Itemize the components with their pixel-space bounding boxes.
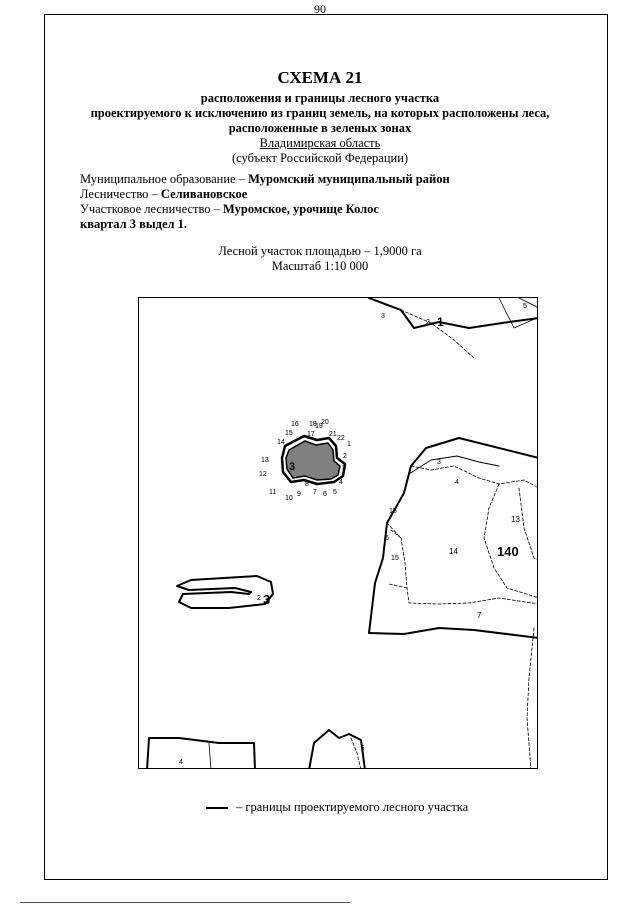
forest-thin-bottom-left <box>209 743 211 769</box>
point-label: 12 <box>259 471 267 478</box>
point-label: 3 <box>342 465 346 472</box>
forest-boundary-right-2 <box>409 456 499 474</box>
point-label: 5 <box>333 489 337 496</box>
point-label: 7 <box>313 489 317 496</box>
area-label: 15 <box>389 508 397 515</box>
subtitle-line: проектируемого к исключению из границ земель, на которых расположены леса, <box>90 106 550 120</box>
schema-subtitle <box>40 91 600 136</box>
contour-hairpin <box>177 576 273 608</box>
point-label: 11 <box>269 489 277 496</box>
forest-boundary-bottom-left <box>147 738 255 769</box>
area-label: 4 <box>455 479 459 486</box>
point-label: 8 <box>305 481 309 488</box>
footer-rule <box>20 902 350 903</box>
point-label: 13 <box>261 457 269 464</box>
point-label: 1 <box>347 441 351 448</box>
info-district: Участковое лесничество – Муромское, урочище Колос <box>80 202 379 216</box>
point-label: 21 <box>329 431 337 438</box>
scale-text: Масштаб 1:10 000 <box>271 259 369 273</box>
forest-dashed-2 <box>387 523 538 604</box>
area-label: 7 <box>477 611 482 620</box>
forest-boundary-bottom-mid <box>309 730 365 769</box>
point-label: 9 <box>297 491 301 498</box>
area-label: 4 <box>179 759 183 766</box>
area-label: 2 <box>426 319 430 326</box>
point-label: 6 <box>323 491 327 498</box>
area-label: 2 <box>257 595 261 602</box>
area-label: 3 <box>437 459 441 466</box>
page-number: 90 <box>314 2 326 16</box>
area-label: 3 <box>263 592 271 607</box>
map-svg <box>139 298 538 769</box>
area-label: 13 <box>511 515 520 524</box>
point-label: 14 <box>277 439 285 446</box>
area-label: 5 <box>361 746 365 752</box>
legend-line-symbol <box>206 807 228 809</box>
point-label: 19 <box>315 423 323 430</box>
parcel-label: 3 <box>289 461 296 473</box>
region-name: Владимирская область <box>259 136 381 150</box>
forest-boundary-right <box>369 438 538 638</box>
region-caption: (субъект Российской Федерации) <box>231 151 409 165</box>
forest-boundary-top <box>369 298 538 328</box>
legend-text: – границы проектируемого лесного участка <box>236 800 469 814</box>
point-label: 20 <box>321 419 329 426</box>
forest-dashed-4 <box>519 488 538 560</box>
road-right <box>527 628 534 769</box>
area-label: 6 <box>385 535 389 542</box>
area-text: Лесной участок площадью – 1,9000 га <box>218 244 422 258</box>
point-label: 18 <box>309 421 317 428</box>
point-label: 16 <box>291 421 299 428</box>
point-label: 2 <box>343 453 347 460</box>
info-forestry: Лесничество – Селивановское <box>80 187 248 201</box>
area-label: 1 <box>437 315 444 329</box>
point-label: 17 <box>307 431 315 438</box>
schema-title: СХЕМА 21 <box>277 68 363 87</box>
area-label: 140 <box>497 544 519 559</box>
info-block: квартал 3 выдел 1. <box>80 217 188 231</box>
forest-dashed-bottom-mid <box>351 738 361 769</box>
map-frame <box>138 297 538 769</box>
point-label: 15 <box>285 430 293 437</box>
area-label: 15 <box>391 555 399 562</box>
area-label: 5 <box>523 303 527 310</box>
subtitle-line: расположения и границы лесного участка <box>200 91 440 105</box>
map-legend <box>206 800 468 815</box>
point-label: 4 <box>339 479 343 486</box>
area-label: 3 <box>381 313 385 320</box>
subtitle-line: расположенные в зеленых зонах <box>228 121 412 135</box>
area-label: 14 <box>449 547 458 556</box>
point-label: 10 <box>285 495 293 502</box>
forest-dashed-1 <box>411 466 538 488</box>
info-municipal: Муниципальное образование – Муромский муниципальный район <box>80 172 450 186</box>
forest-dashed-3 <box>484 484 538 598</box>
point-label: 22 <box>337 435 345 442</box>
